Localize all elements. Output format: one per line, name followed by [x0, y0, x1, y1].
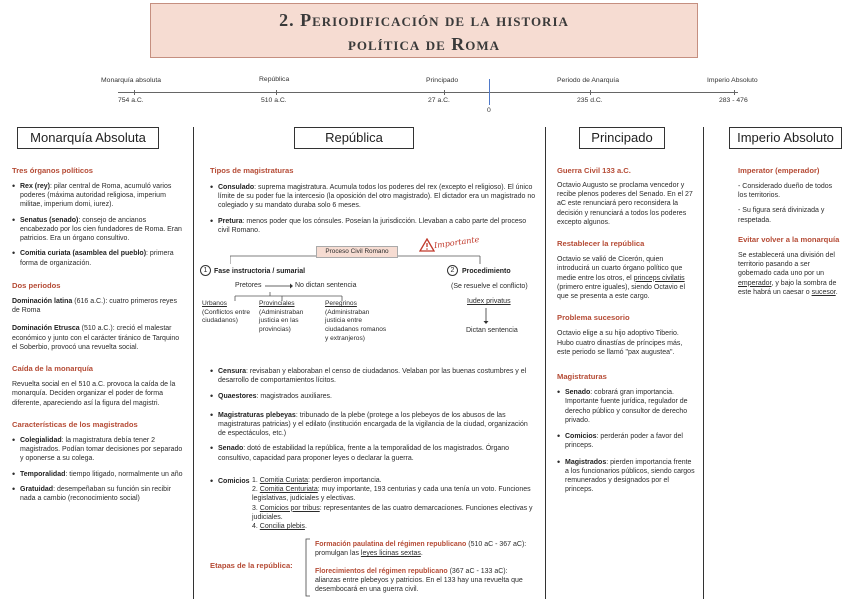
paragraph: Octavio Augusto se proclama vencedor y recibe plenos poderes del Senado. En el 27 aC este renunciará pero reconsidera la decisión y renunciará a todos los poderes excepto algunos.: [557, 182, 693, 226]
list-item: • Comicios: perderán poder a favor del princeps.: [557, 432, 697, 450]
title-line-2: política de Roma: [347, 34, 501, 54]
page-title: [150, 3, 698, 58]
timeline-date: 510 a.C.: [261, 97, 287, 104]
warning-icon: [419, 238, 435, 252]
list-item: 2. Comitia Centuriata: muy importante, 193 centurias y cada una tenía un voto. Funciones legislativas, judiciales y electivas.: [252, 486, 531, 503]
paragraph: Octavio se valió de Cicerón, quien introducirá un cuarto órgano político que medie entre los otros, el princeps civilatis (primero entre iguales), siendo Octavio el que se presenta a este cargo.: [557, 256, 686, 301]
timeline-tick: [590, 90, 591, 95]
list-item: • Consulado: suprema magistratura. Acumula todos los poderes del rex (excepto el religioso). El único límite de su poder fue la intercesio (la oposición del otro magistrado). El dictador era un magistrado no colegiado y su mandato duraba solo 6 meses.: [210, 183, 537, 211]
no-dictan-label: No dictan sentencia: [295, 282, 357, 289]
timeline-label: Periodo de Anarquía: [557, 77, 619, 84]
timeline-label: Imperio Absoluto: [707, 77, 758, 84]
paragraph: Octavio elige a su hijo adoptivo Tiberio. Hubo cuatro dinastías de príncipes más, este periodo se llamó "pax augustea".: [557, 330, 683, 356]
section-header-principado: Principado: [579, 127, 665, 149]
paragraph: Revuelta social en el 510 a.C. provoca la caída de la monarquía. Deciden organizar el poder de forma diferente, apareciendo así la figura del magistri.: [12, 381, 176, 407]
timeline-axis: [118, 92, 738, 93]
paragraph: Dominación latina (616 a.C.): cuatro primeros reyes de Roma: [12, 297, 177, 315]
importante-annotation: Importante: [433, 234, 480, 251]
column-divider: [545, 127, 546, 599]
iudex-label: Iudex privatus: [467, 298, 511, 305]
section-heading: Caída de la monarquía: [12, 364, 94, 374]
fase-procedimiento: Procedimiento: [462, 268, 511, 275]
list-item: • Rex (rey): pilar central de Roma, acumuló varios poderes (máxima autoridad religiosa, imperium militae, imperium domi, iurez).: [12, 182, 184, 210]
list-item: • Senado: dotó de estabilidad la república, frente a la temporalidad de los magistrados. Órgano consultivo, capacidad para proponer leyes o declarar la guerra.: [210, 444, 537, 462]
dictan-label: Dictan sentencia: [466, 327, 518, 334]
section-heading: Tipos de magistraturas: [210, 166, 294, 175]
section-heading: Dos periodos: [12, 280, 61, 290]
monarquia-column: [12, 166, 184, 503]
list-item: • Pretura: menos poder que los cónsules. Poseían la jurisdicción. Llevaban a cabo parte del proceso civil Romano.: [210, 217, 537, 235]
list-item: • Senado: cobrará gran importancia. Importante fuente jurídica, regulador de derecho público y consultor de derecho privado.: [557, 388, 697, 425]
timeline-tick: [444, 90, 445, 95]
list-item: • Quaestores: magistrados auxiliares.: [210, 392, 537, 401]
timeline-label: República: [259, 76, 290, 83]
step-number: 1: [200, 265, 211, 276]
section-heading: Problema sucesorio: [557, 313, 630, 323]
imperio-column: [738, 166, 842, 297]
pretores-label: Pretores: [235, 282, 262, 289]
step-number: 2: [447, 265, 458, 276]
principado-column: [557, 166, 697, 494]
section-heading: Guerra Civil 133 a.C.: [557, 166, 631, 175]
section-heading: Evitar volver a la monarquía: [738, 234, 840, 244]
arrow-down-icon: [482, 307, 490, 325]
timeline-tick: [276, 90, 277, 95]
list-item: • Magistraturas plebeyas: tribunado de la plebe (protege a los plebeyos de los abusos de las magistraturas patricias) y el edilato (institución encargada de la vigilancia de la ciudad, organización de espectáculos, etc.): [210, 411, 537, 439]
list-item: 1. Comitia Curiata: perdieron importancia.: [252, 477, 382, 484]
timeline-tick: [134, 90, 135, 95]
etapa-florecimiento: Florecimientos del régimen republicano (367 aC - 133 aC): alianzas entre plebeyos y patricios. En el 133 hay una revuelta que desembocará en una guerra civil.: [315, 568, 523, 594]
title-line-1: 2. Periodificación de la historia: [279, 10, 569, 30]
urbanos-node: Urbanos (Conflictos entre ciudadanos): [202, 300, 251, 325]
timeline-date: 283 - 476: [719, 97, 748, 104]
list-item: 4. Concilia plebis.: [252, 523, 307, 531]
timeline-zero-label: 0: [487, 107, 491, 114]
timeline-label: Principado: [426, 77, 459, 84]
provinciales-node: Provinciales (Administraban justicia en las provincias): [259, 300, 304, 334]
fase-instructoria: Fase instructoria / sumarial: [214, 268, 306, 275]
paragraph: Se establecerá una división del territorio pasando a ser gobernado cada uno por un emperador, y bajo la sombra de este habrá un caesar o sucesor.: [738, 251, 838, 296]
section-header-monarquia: Monarquía Absoluta: [17, 127, 159, 149]
timeline-zero-marker: [489, 79, 490, 105]
list-item: 3. Comicios por tribus: representantes de las cuatro demarcaciones. Funciones electivas y judiciales.: [252, 504, 533, 521]
peregrinos-node: Peregrinos (Administraban justicia entre ciudadanos romanos y extranjeros): [325, 300, 387, 342]
section-header-republica: República: [294, 127, 414, 149]
section-header-imperio: Imperio Absoluto: [729, 127, 842, 149]
paragraph: - Su figura será divinizada y respetada.: [738, 207, 825, 224]
arrow-right-icon: [264, 282, 294, 290]
list-item: • Comitia curiata (asamblea del pueblo): primera forma de organización.: [12, 249, 184, 267]
section-heading: Magistraturas: [557, 372, 607, 382]
list-item: • Temporalidad: tiempo litigado, normalmente un año: [12, 470, 184, 479]
resuelve-label: (Se resuelve el conflicto): [451, 283, 528, 290]
comicios-list: [252, 476, 537, 531]
list-item: • Censura: revisaban y elaboraban el censo de ciudadanos. Velaban por las buenas costumbres y el desarrollo de comportamientos lícitos.: [210, 367, 537, 385]
paragraph: - Considerado dueño de todos los territorios.: [738, 183, 833, 200]
column-divider: [703, 127, 704, 599]
section-heading: Imperator (emperador): [738, 166, 820, 175]
timeline-date: 27 a.C.: [428, 97, 450, 104]
timeline-label: Monarquía absoluta: [101, 77, 162, 84]
etapa-formacion: Formación paulatina del régimen republicano (510 aC - 367 aC): promulgan las leyes licinas sextas.: [315, 541, 527, 558]
republica-column: [210, 166, 537, 235]
section-heading: Etapas de la república:: [210, 561, 293, 570]
column-divider: [193, 127, 194, 599]
list-item: • Senatus (senado): consejo de ancianos encabezado por los cien fundadores de Roma. Eran patricios. Era un órgano consultivo.: [12, 216, 184, 244]
list-item: • Colegialidad: la magistratura debía tener 2 magistrados. Podían tomar decisiones por separado y oponerse a su colega.: [12, 436, 184, 464]
timeline-tick: [734, 90, 735, 95]
timeline-date: 235 d.C.: [577, 97, 603, 104]
list-item: • Magistrados: pierden importancia frente a los funcionarios públicos, siendo cargos remunerados y designados por el princeps.: [557, 458, 697, 495]
etapas-brace: [302, 538, 312, 598]
section-heading: Características de los magistrados: [12, 419, 138, 429]
proceso-civil-box: Proceso Civil Romano: [316, 246, 398, 258]
timeline-date: 754 a.C.: [118, 97, 144, 104]
section-heading: Tres órganos políticos: [12, 166, 94, 175]
list-item: • Comicios: [210, 477, 848, 486]
section-heading: Restablecer la república: [557, 239, 645, 249]
paragraph: Dominación Etrusca (510 a.C.): creció el malestar económico y junto con el carácter tiránico de Tarquino el Soberbio, provocó una revuelta social.: [12, 325, 180, 351]
list-item: • Gratuidad: desempeñaban su función sin recibir nada a cambio (reconocimiento social): [12, 485, 184, 503]
republica-column-lower: [210, 367, 537, 463]
